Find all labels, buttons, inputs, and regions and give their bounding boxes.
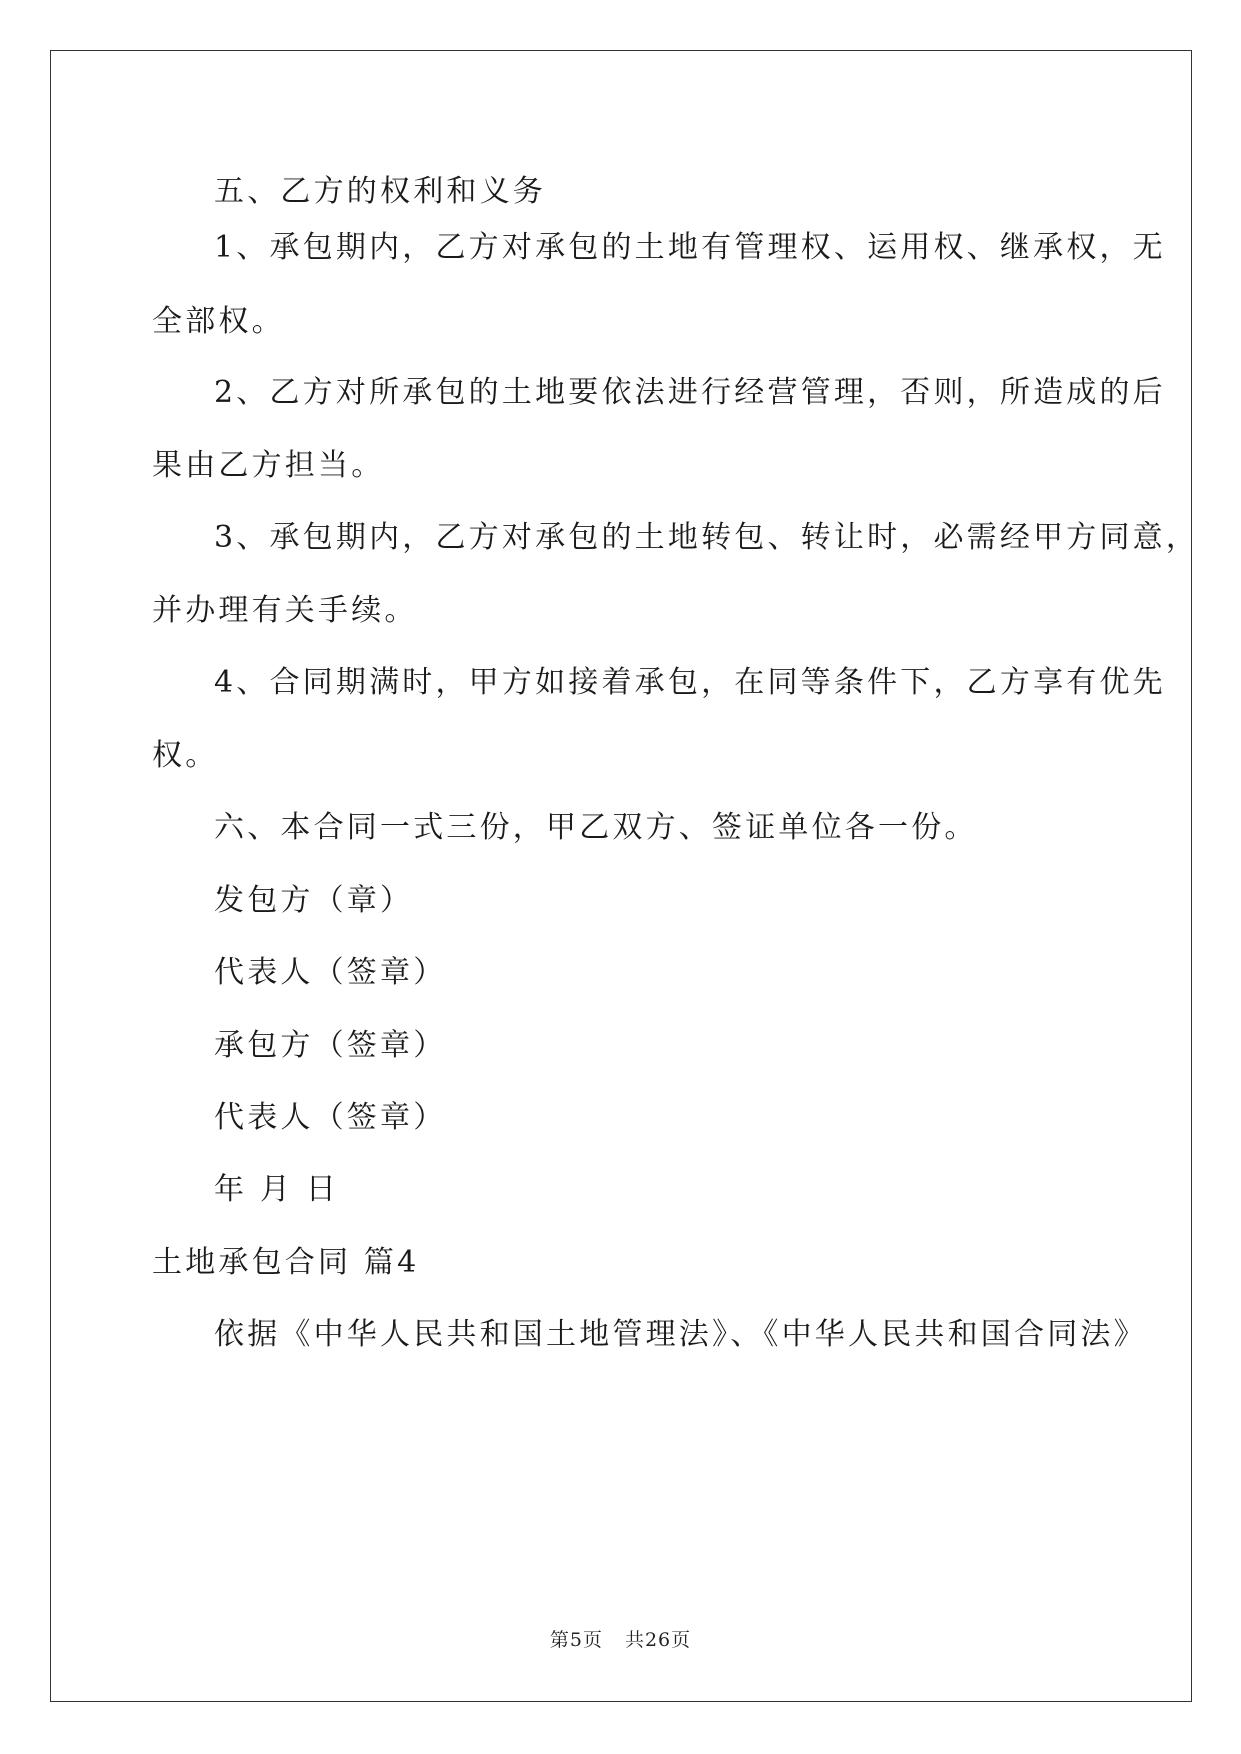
paragraph-line: 3、承包期内，乙方对承包的土地转包、转让时，必需经甲方同意， — [214, 520, 1200, 555]
signature-line: 发包方（章） — [214, 883, 414, 918]
signature-line: 代表人（签章） — [214, 1100, 447, 1135]
page-border — [50, 50, 1200, 1702]
paragraph-line: 4、合同期满时，甲方如接着承包，在同等条件下，乙方享有优先 — [214, 665, 1166, 700]
date-line: 年 月 日 — [214, 1172, 340, 1207]
section-heading-six: 六、本合同一式三份，甲乙双方、签证单位各一份。 — [214, 810, 978, 845]
paragraph-line: 并办理有关手续。 — [152, 593, 418, 628]
paragraph-line: 依据《中华人民共和国土地管理法》、《中华人民共和国合同法》 — [214, 1317, 1147, 1352]
signature-line: 承包方（签章） — [214, 1028, 447, 1063]
paragraph-line: 权。 — [152, 738, 219, 773]
article-title: 土地承包合同 篇4 — [152, 1245, 420, 1280]
signature-line: 代表人（签章） — [214, 955, 447, 990]
paragraph-line: 果由乙方担当。 — [152, 448, 385, 483]
paragraph-line: 2、乙方对所承包的土地要依法进行经营管理，否则，所造成的后 — [214, 375, 1166, 410]
paragraph-line: 1、承包期内，乙方对承包的土地有管理权、运用权、继承权，无 — [214, 230, 1166, 265]
page-total: 共26页 — [624, 1629, 692, 1651]
page-footer — [0, 1625, 1241, 1652]
section-heading-five: 五、乙方的权利和义务 — [214, 174, 546, 209]
page-number: 第5页 — [549, 1629, 603, 1651]
paragraph-line: 全部权。 — [152, 304, 285, 339]
